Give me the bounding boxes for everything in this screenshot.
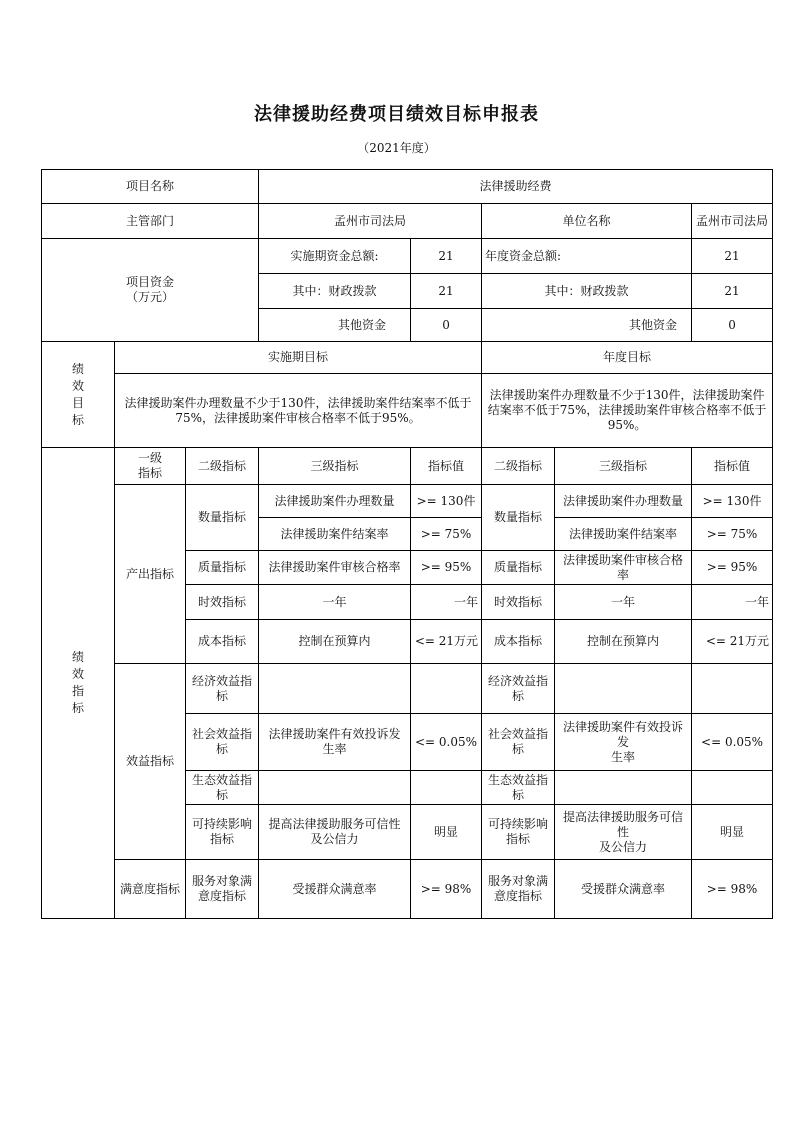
cost-label-right: 成本指标 — [482, 620, 555, 664]
econ-label: 经济效益指 标 — [186, 664, 259, 714]
quantity-label-right: 数量指标 — [482, 485, 555, 551]
department-row — [42, 204, 773, 239]
quality-name: 法律援助案件审核合格率 — [259, 551, 411, 585]
social-name-right: 法律援助案件有效投诉发 生率 — [555, 714, 692, 771]
year-total-label: 年度资金总额: — [482, 239, 692, 274]
funds-total-row — [42, 239, 773, 274]
q2-name: 法律援助案件结案率 — [259, 518, 411, 551]
q2-value: >= 75% — [411, 518, 482, 551]
satisfaction-name-right: 受援群众满意率 — [555, 860, 692, 919]
social-value-right: <= 0.05% — [692, 714, 773, 771]
eco-name — [259, 771, 411, 805]
econ-name — [259, 664, 411, 714]
value-header-right: 指标值 — [692, 448, 773, 485]
goals-label: 绩效目标 — [72, 361, 85, 427]
cost-value: <= 21万元 — [411, 620, 482, 664]
time-label: 时效指标 — [186, 585, 259, 620]
time-value: 一年 — [411, 585, 482, 620]
eco-label-right: 生态效益指 标 — [482, 771, 555, 805]
time-name: 一年 — [259, 585, 411, 620]
level1-header: 一级 指标 — [115, 448, 186, 485]
eco-value — [411, 771, 482, 805]
sustain-name: 提高法律援助服务可信性 及公信力 — [259, 805, 411, 860]
econ-value — [411, 664, 482, 714]
sustain-value-right: 明显 — [692, 805, 773, 860]
satisfaction-label: 满意度指标 — [115, 860, 186, 919]
sustain-label: 可持续影响 指标 — [186, 805, 259, 860]
project-name-label: 项目名称 — [42, 170, 259, 204]
quality-value-right: >= 95% — [692, 551, 773, 585]
time-value-right: 一年 — [692, 585, 773, 620]
satisfaction-value-right: >= 98% — [692, 860, 773, 919]
fiscal-label: 其中：财政拨款 — [259, 274, 411, 309]
goals-header-row — [42, 342, 773, 374]
year-other-value: 0 — [692, 309, 773, 342]
unit-value: 孟州市司法局 — [692, 204, 773, 239]
eco-name-right — [555, 771, 692, 805]
social-label: 社会效益指 标 — [186, 714, 259, 771]
econ-name-right — [555, 664, 692, 714]
q1-value-right: >= 130件 — [692, 485, 773, 518]
fiscal-value: 21 — [411, 274, 482, 309]
cost-value-right: <= 21万元 — [692, 620, 773, 664]
indicators-label-cell — [42, 448, 115, 919]
year-total-value: 21 — [692, 239, 773, 274]
dept-value: 孟州市司法局 — [259, 204, 482, 239]
social-name: 法律援助案件有效投诉发 生率 — [259, 714, 411, 771]
value-header: 指标值 — [411, 448, 482, 485]
sustain-label-right: 可持续影响 指标 — [482, 805, 555, 860]
funds-total-value: 21 — [411, 239, 482, 274]
econ-row — [42, 664, 773, 714]
eco-value-right — [692, 771, 773, 805]
project-name-value: 法律援助经费 — [259, 170, 773, 204]
year-label: （2021年度） — [357, 141, 436, 155]
year-goal-header: 年度目标 — [482, 342, 773, 374]
year-fiscal-label: 其中：财政拨款 — [482, 274, 692, 309]
goals-text-row — [42, 374, 773, 448]
quantity-label: 数量指标 — [186, 485, 259, 551]
cost-label: 成本指标 — [186, 620, 259, 664]
year-other-label: 其他资金 — [482, 309, 692, 342]
year-goal-text: 法律援助案件办理数量不少于130件，法律援助案件结案率不低于75%，法律援助案件审核合格率不低于95%。 — [482, 374, 773, 448]
level3-header: 三级指标 — [259, 448, 411, 485]
page-title: 法律援助经费项目绩效目标申报表 — [254, 104, 539, 125]
quality-label: 质量指标 — [186, 551, 259, 585]
satisfaction-name: 受援群众满意率 — [259, 860, 411, 919]
impl-goal-header: 实施期目标 — [115, 342, 482, 374]
dept-label: 主管部门 — [42, 204, 259, 239]
indicator-header-row — [42, 448, 773, 485]
cost-name-right: 控制在预算内 — [555, 620, 692, 664]
level2-header: 二级指标 — [186, 448, 259, 485]
social-label-right: 社会效益指 标 — [482, 714, 555, 771]
social-value: <= 0.05% — [411, 714, 482, 771]
impl-goal-text: 法律援助案件办理数量不少于130件，法律援助案件结案率不低于75%，法律援助案件审核合格率不低于95%。 — [115, 374, 482, 448]
satisfaction-sub-label: 服务对象满 意度指标 — [186, 860, 259, 919]
time-name-right: 一年 — [555, 585, 692, 620]
indicators-label: 绩效指标 — [72, 650, 85, 715]
funds-label: 项目资金 （万元） — [42, 239, 259, 342]
cost-name: 控制在预算内 — [259, 620, 411, 664]
quality-label-right: 质量指标 — [482, 551, 555, 585]
quality-value: >= 95% — [411, 551, 482, 585]
q1-value: >= 130件 — [411, 485, 482, 518]
time-label-right: 时效指标 — [482, 585, 555, 620]
satisfaction-sub-label-right: 服务对象满 意度指标 — [482, 860, 555, 919]
unit-label: 单位名称 — [482, 204, 692, 239]
goals-label-cell — [42, 342, 115, 448]
q1-name-right: 法律援助案件办理数量 — [555, 485, 692, 518]
performance-form-table — [41, 169, 773, 919]
project-name-row — [42, 170, 773, 204]
level3-header-right: 三级指标 — [555, 448, 692, 485]
level2-header-right: 二级指标 — [482, 448, 555, 485]
year-fiscal-value: 21 — [692, 274, 773, 309]
funds-total-label: 实施期资金总额: — [259, 239, 411, 274]
output-label: 产出指标 — [115, 485, 186, 664]
other-value: 0 — [411, 309, 482, 342]
quality-name-right: 法律援助案件审核合格 率 — [555, 551, 692, 585]
sustain-value: 明显 — [411, 805, 482, 860]
econ-value-right — [692, 664, 773, 714]
q1-name: 法律援助案件办理数量 — [259, 485, 411, 518]
q2-name-right: 法律援助案件结案率 — [555, 518, 692, 551]
eco-label: 生态效益指 标 — [186, 771, 259, 805]
satisfaction-value: >= 98% — [411, 860, 482, 919]
other-label: 其他资金 — [259, 309, 411, 342]
econ-label-right: 经济效益指 标 — [482, 664, 555, 714]
satisfaction-row — [42, 860, 773, 919]
quantity-row-1 — [42, 485, 773, 518]
sustain-name-right: 提高法律援助服务可信性 及公信力 — [555, 805, 692, 860]
benefit-label: 效益指标 — [115, 664, 186, 860]
q2-value-right: >= 75% — [692, 518, 773, 551]
